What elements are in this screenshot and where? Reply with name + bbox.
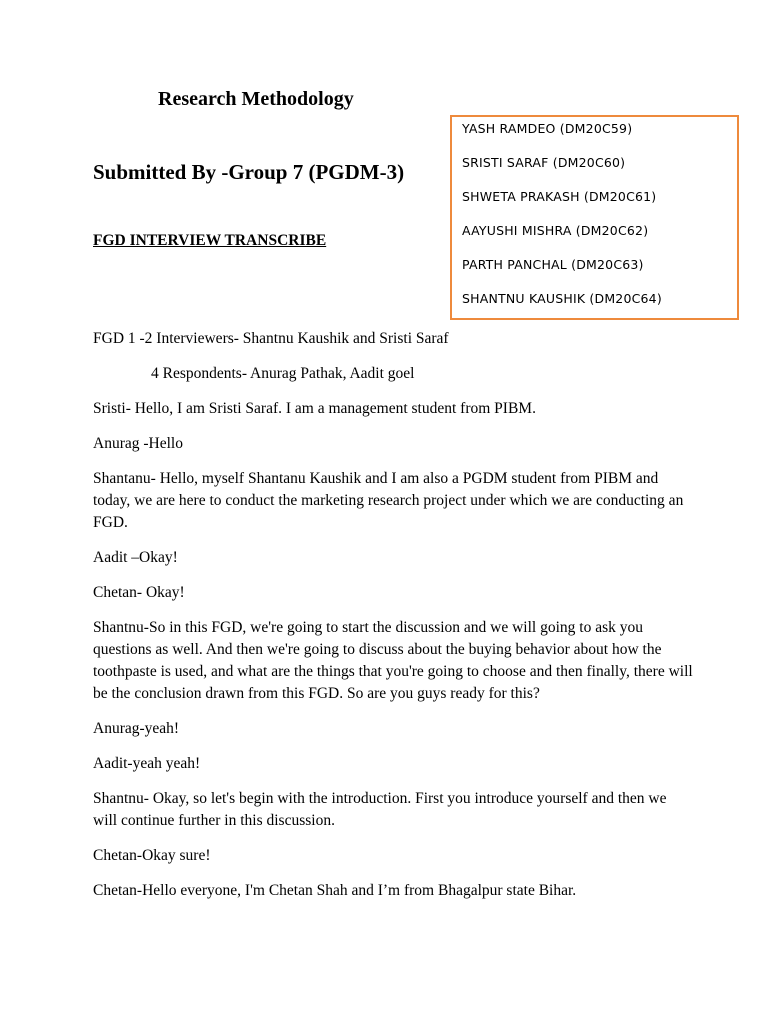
transcript-line: Anurag-yeah! <box>93 720 180 737</box>
transcript-line: Chetan-Hello everyone, I'm Chetan Shah and I’m from Bhagalpur state Bihar. <box>93 882 577 899</box>
transcript-line: Chetan- Okay! <box>93 584 185 601</box>
member-item: AAYUSHI MISHRA (DM20C62) <box>462 223 649 238</box>
member-item: SHANTNU KAUSHIK (DM20C64) <box>462 291 662 306</box>
transcript-line: Shantnu-So in this FGD, we're going to start the discussion and we will going to ask you questions as well. And then we're going to discuss about the buying behavior about how the toothpaste is used, and what are the things that you're going to choose and then finally, there will be the conclusion drawn from this FGD. So are you guys ready for this? <box>93 619 693 702</box>
member-item: SHWETA PRAKASH (DM20C61) <box>462 189 657 204</box>
transcript-line: Sristi- Hello, I am Sristi Saraf. I am a management student from PIBM. <box>93 400 536 417</box>
member-item: YASH RAMDEO (DM20C59) <box>462 121 633 136</box>
submitted-by: Submitted By -Group 7 (PGDM-3) <box>93 160 405 184</box>
transcript-line: Shantanu- Hello, myself Shantanu Kaushik and I am also a PGDM student from PIBM and today, we are here to conduct the marketing research project under which we are conducting an FGD. <box>93 470 684 531</box>
transcript-line: Shantnu- Okay, so let's begin with the introduction. First you introduce yourself and then we will continue further in this discussion. <box>93 790 667 829</box>
transcript-line: Aadit –Okay! <box>93 549 178 566</box>
section-heading: FGD INTERVIEW TRANSCRIBE <box>93 232 327 249</box>
transcript-line: 4 Respondents- Anurag Pathak, Aadit goel <box>151 365 415 382</box>
member-item: PARTH PANCHAL (DM20C63) <box>462 257 644 272</box>
transcript-line: Anurag -Hello <box>93 435 183 452</box>
document-title: Research Methodology <box>158 88 354 110</box>
transcript-body <box>93 328 693 915</box>
group-members-box <box>450 115 739 320</box>
member-item: SRISTI SARAF (DM20C60) <box>462 155 626 170</box>
transcript-line: Chetan-Okay sure! <box>93 847 211 864</box>
transcript-line: FGD 1 -2 Interviewers- Shantnu Kaushik and Sristi Saraf <box>93 330 449 347</box>
transcript-line: Aadit-yeah yeah! <box>93 755 201 772</box>
